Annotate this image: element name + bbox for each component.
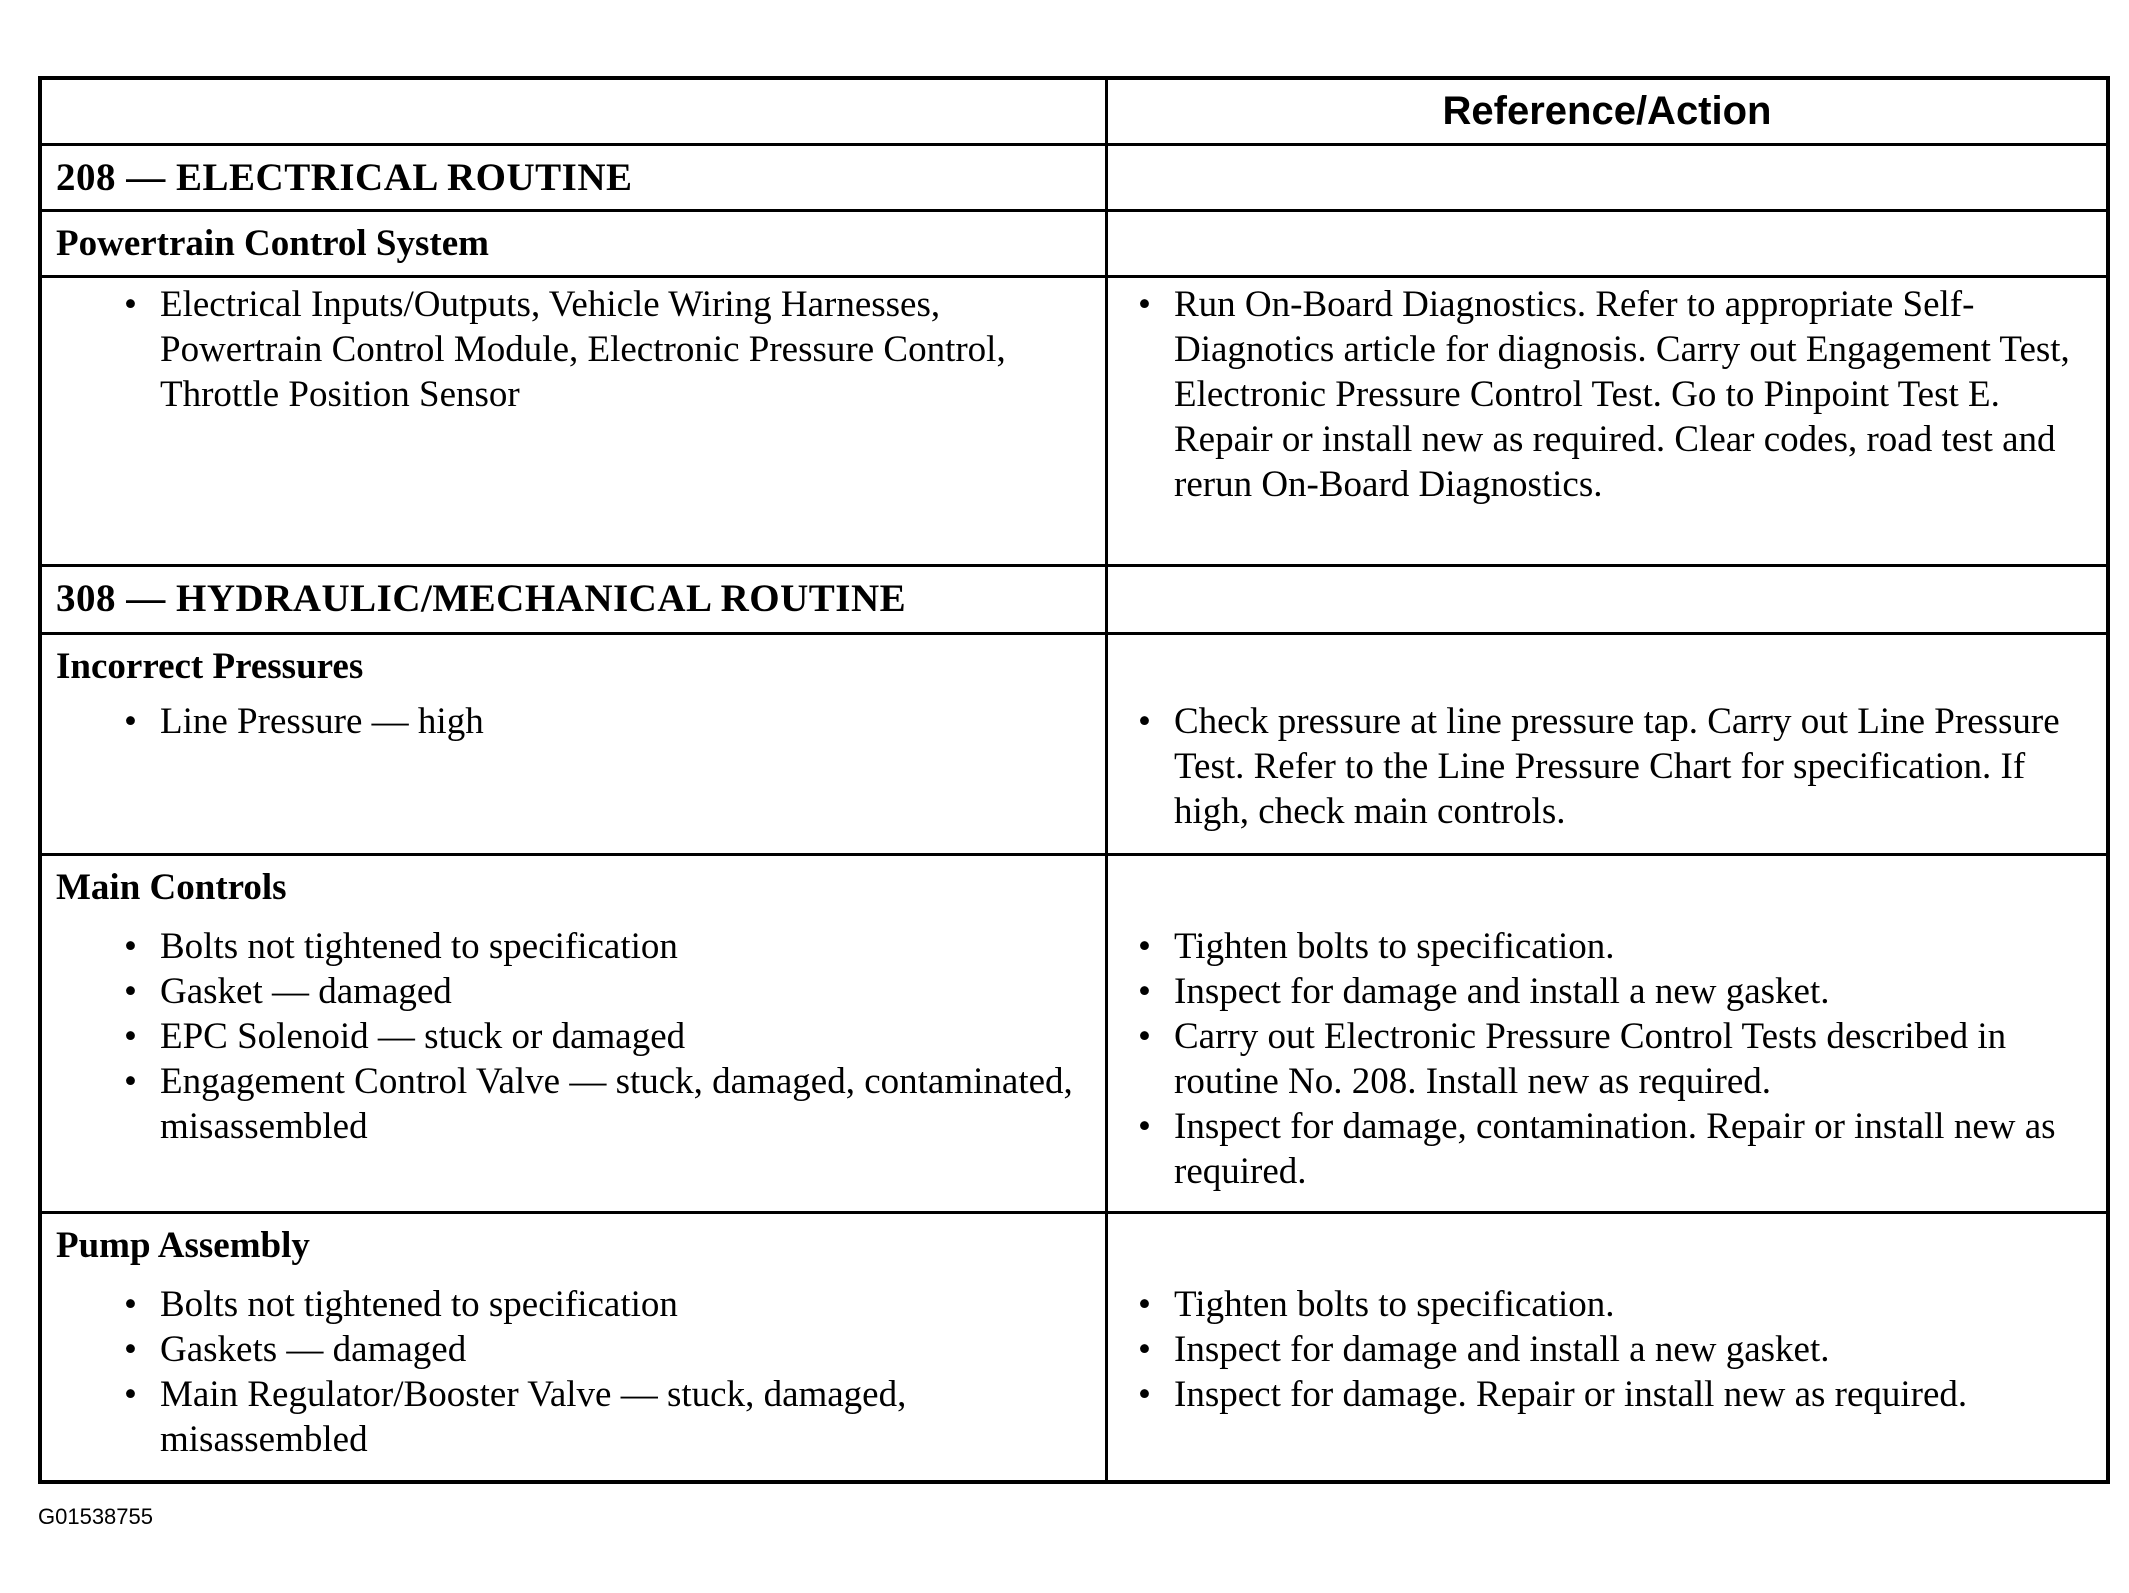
main-controls-heading: Main Controls [56, 867, 287, 908]
incorrect-pressures-conditions-list [56, 699, 1091, 744]
header-right-cell [1108, 80, 2106, 146]
section-308-title-empty-cell [1108, 567, 2106, 635]
powertrain-conditions-list [56, 282, 1091, 417]
list-item: • Main Regulator/Booster Valve — stuck, damaged, misassembled [124, 1372, 1091, 1462]
list-item: • Bolts not tightened to specification [124, 924, 1091, 969]
pump-assembly-heading: Pump Assembly [56, 1225, 310, 1266]
list-item: • Bolts not tightened to specification [124, 1282, 1091, 1327]
main-controls-actions-cell [1108, 856, 2106, 1214]
list-item: • Gasket — damaged [124, 969, 1091, 1014]
powertrain-heading-empty-cell [1108, 212, 2106, 278]
section-208-title-empty-cell [1108, 146, 2106, 212]
pump-assembly-conditions-list [56, 1282, 1091, 1462]
list-item: • Check pressure at line pressure tap. Carry out Line Pressure Test. Refer to the Line Pressure Chart for specification. If high, check main controls. [1138, 699, 2092, 834]
list-item: • Engagement Control Valve — stuck, damaged, contaminated, misassembled [124, 1059, 1091, 1149]
list-item: • EPC Solenoid — stuck or damaged [124, 1014, 1091, 1059]
list-item: • Inspect for damage. Repair or install new as required. [1138, 1372, 2092, 1417]
incorrect-pressures-cell [42, 635, 1108, 856]
powertrain-conditions-cell [42, 278, 1108, 567]
diagnosis-table [38, 76, 2110, 1484]
incorrect-pressures-actions-list [1122, 699, 2092, 834]
list-item: • Line Pressure — high [124, 699, 1091, 744]
main-controls-conditions-list [56, 924, 1091, 1149]
section-308-title: 308 — HYDRAULIC/MECHANICAL ROUTINE [56, 577, 907, 620]
list-item: • Carry out Electronic Pressure Control Tests described in routine No. 208. Install new as required. [1138, 1014, 2092, 1104]
section-208-title-cell [42, 146, 1108, 212]
list-item: • Run On-Board Diagnostics. Refer to appropriate Self-Diagnotics article for diagnosis. Carry out Engagement Test, Electronic Pressure Control Test. Go to Pinpoint Test E. Repair or install new as required. Clear codes, road test and rerun On-Board Diagnostics. [1138, 282, 2092, 507]
section-308-title-cell [42, 567, 1108, 635]
list-item: • Electrical Inputs/Outputs, Vehicle Wiring Harnesses, Powertrain Control Module, Electronic Pressure Control, Throttle Position Sensor [124, 282, 1091, 417]
header-right-label: Reference/Action [1442, 89, 1772, 133]
incorrect-pressures-actions-cell [1108, 635, 2106, 856]
pump-assembly-actions-list [1122, 1282, 2092, 1417]
figure-id-caption: G01538755 [38, 1504, 153, 1529]
main-controls-cell [42, 856, 1108, 1214]
powertrain-heading-cell [42, 212, 1108, 278]
list-item: • Tighten bolts to specification. [1138, 924, 2092, 969]
powertrain-actions-cell [1108, 278, 2106, 567]
list-item: • Inspect for damage and install a new gasket. [1138, 969, 2092, 1014]
list-item: • Tighten bolts to specification. [1138, 1282, 2092, 1327]
powertrain-heading: Powertrain Control System [56, 223, 489, 264]
main-controls-actions-list [1122, 924, 2092, 1194]
powertrain-actions-list [1122, 282, 2092, 507]
list-item: • Inspect for damage, contamination. Repair or install new as required. [1138, 1104, 2092, 1194]
section-208-title: 208 — ELECTRICAL ROUTINE [56, 156, 633, 199]
list-item: • Gaskets — damaged [124, 1327, 1091, 1372]
list-item: • Inspect for damage and install a new gasket. [1138, 1327, 2092, 1372]
incorrect-pressures-heading: Incorrect Pressures [56, 646, 364, 687]
pump-assembly-cell [42, 1214, 1108, 1480]
header-left-cell [42, 80, 1108, 146]
pump-assembly-actions-cell [1108, 1214, 2106, 1480]
